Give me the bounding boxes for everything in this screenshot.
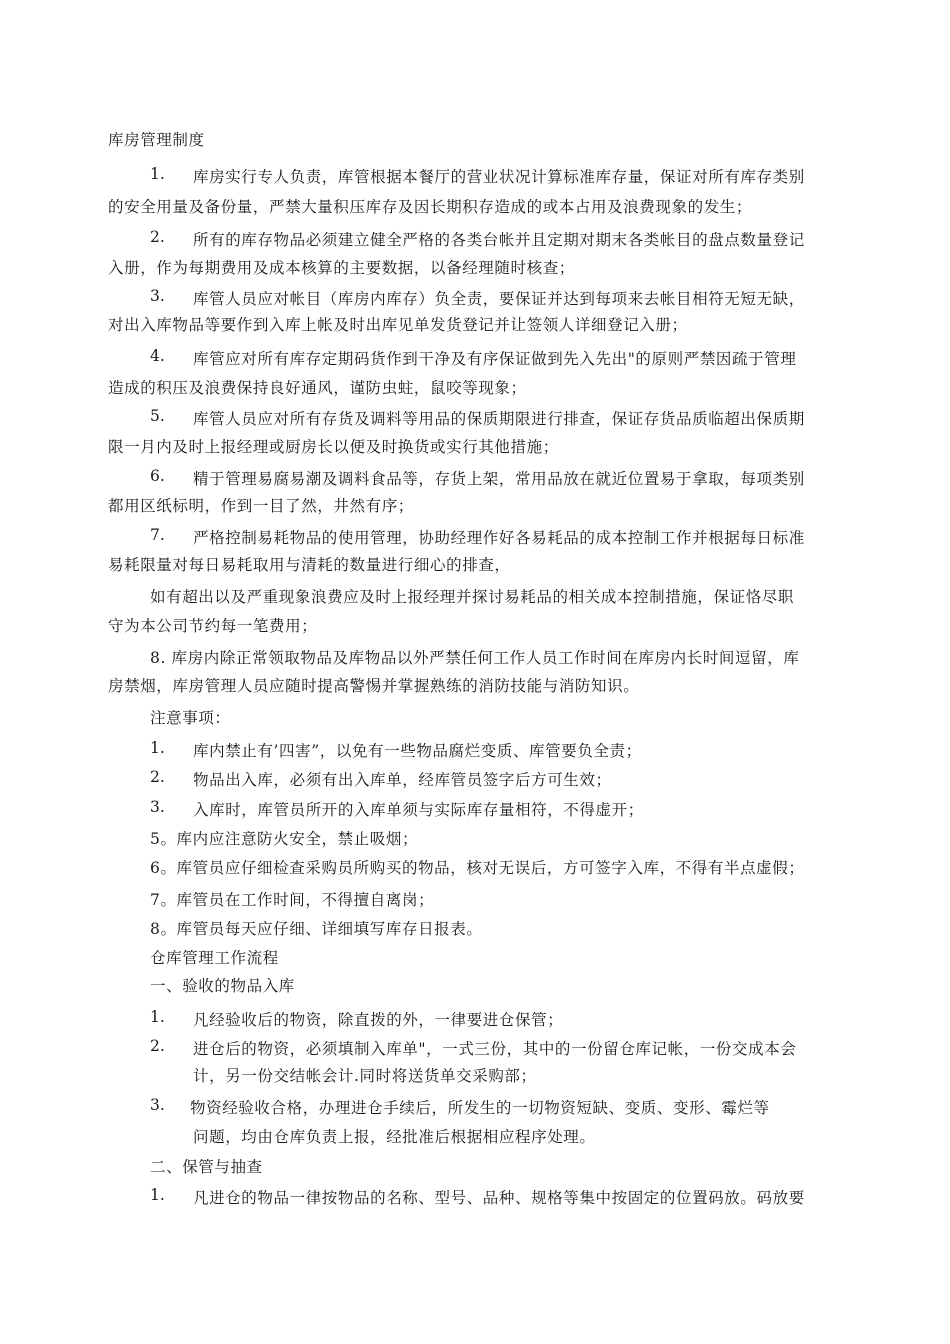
section-1-title: 一、验收的物品入库	[150, 977, 295, 995]
rule-line: 库管应对所有库存定期码货作到干净及有序保证做到先入先出"的原则严禁因疏于管理	[193, 350, 797, 368]
item-number: 3.	[150, 1096, 165, 1114]
note-text: 物品出入库，必须有出入库单，经库管员签字后方可生效；	[193, 771, 612, 789]
note-text: 入库时，库管员所开的入库单须与实际库存量相符，不得虚开；	[193, 801, 644, 819]
document-title: 库房管理制度	[108, 131, 205, 149]
rule-line: 的安全用量及备份量，严禁大量积压库存及因长期积存造成的或本占用及浪费现象的发生；	[108, 198, 753, 216]
note-item: 6。库管员应仔细检查采购员所购买的物品，核对无误后，方可签字入库，不得有半点虚假；	[150, 859, 805, 877]
rule-line: 限一月内及时上报经理或厨房长以便及时换货或实行其他措施；	[108, 438, 559, 456]
rule-number: 2.	[150, 228, 165, 246]
rule-line: 造成的积压及浪费保持良好通风，谨防虫蛀，鼠咬等现象；	[108, 379, 527, 397]
item-line: 物资经验收合格，办理进仓手续后，所发生的一切物资短缺、变质、变形、霉烂等	[190, 1099, 770, 1117]
note-item: 8。库管员每天应仔细、详细填写库存日报表。	[150, 920, 483, 938]
rule-line: 库房实行专人负责，库管根据本餐厅的营业状况计算标准库存量，保证对所有库存类别	[193, 168, 805, 186]
rule-line: 库管人员应对所有存货及调料等用品的保质期限进行排查，保证存货品质临超出保质期	[193, 410, 805, 428]
workflow-title: 仓库管理工作流程	[150, 949, 279, 967]
rule-line: 所有的库存物品必须建立健全严格的各类台帐并且定期对期末各类帐目的盘点数量登记	[193, 231, 805, 249]
rule-line: 房禁烟，库房管理人员应随时提高警惕并掌握熟练的消防技能与消防知识。	[108, 677, 640, 695]
rule-line: 如有超出以及严重现象浪费应及时上报经理并探讨易耗品的相关成本控制措施，保证恪尽职	[150, 588, 795, 606]
note-text: 库内禁止有’四害”，以免有一些物品腐烂变质、库管要负全责；	[193, 742, 642, 760]
item-line: 问题，均由仓库负责上报，经批准后根据相应程序处理。	[193, 1128, 596, 1146]
note-number: 2.	[150, 768, 165, 786]
rule-number: 1.	[150, 165, 165, 183]
rule-line: 严格控制易耗物品的使用管理，协助经理作好各易耗品的成本控制工作并根据每日标准	[193, 529, 805, 547]
section-2-title: 二、保管与抽查	[150, 1158, 263, 1176]
notes-title: 注意事项：	[150, 709, 231, 727]
rule-number: 7.	[150, 526, 165, 544]
rule-number: 6.	[150, 467, 165, 485]
rule-line: 对出入库物品等要作到入库上帐及时出库见单发货登记并让签领人详细登记入册；	[108, 316, 688, 334]
rule-line: 入册，作为每期费用及成本核算的主要数据，以备经理随时核查；	[108, 259, 575, 277]
rule-line: 都用区纸标明，作到一目了然，井然有序；	[108, 497, 414, 515]
item-line: 计，另一份交结帐会计.同时将送货单交采购部；	[193, 1067, 537, 1085]
rule-number: 5.	[150, 407, 165, 425]
item-line: 凡进仓的物品一律按物品的名称、型号、品种、规格等集中按固定的位置码放。码放要	[193, 1189, 805, 1207]
rule-line: 库管人员应对帐目（库房内库存）负全责，要保证并达到每项来去帐目相符无短无缺，	[193, 290, 805, 308]
rule-line: 精于管理易腐易潮及调料食品等，存货上架，常用品放在就近位置易于拿取，每项类别	[193, 470, 805, 488]
item-line: 进仓后的物资，必须填制入库单"，一式三份，其中的一份留仓库记帐，一份交成本会	[193, 1040, 797, 1058]
item-number: 2.	[150, 1037, 165, 1055]
note-item: 7。库管员在工作时间，不得擅自离岗；	[150, 891, 435, 909]
rule-line: 守为本公司节约每一笔费用；	[108, 617, 318, 635]
rule-line: 8. 库房内除正常领取物品及库物品以外严禁任何工作人员工作时间在库房内长时间逗留，库	[150, 649, 800, 667]
item-line: 凡经验收后的物资，除直拨的外，一律要进仓保管；	[193, 1011, 564, 1029]
item-number: 1.	[150, 1186, 165, 1204]
note-item: 5。库内应注意防火安全，禁止吸烟；	[150, 830, 419, 848]
note-number: 3.	[150, 798, 165, 816]
rule-number: 3.	[150, 287, 165, 305]
rule-number: 4.	[150, 347, 165, 365]
note-number: 1.	[150, 739, 165, 757]
rule-line: 易耗限量对每日易耗取用与清耗的数量进行细心的排查，	[108, 556, 511, 574]
item-number: 1.	[150, 1008, 165, 1026]
